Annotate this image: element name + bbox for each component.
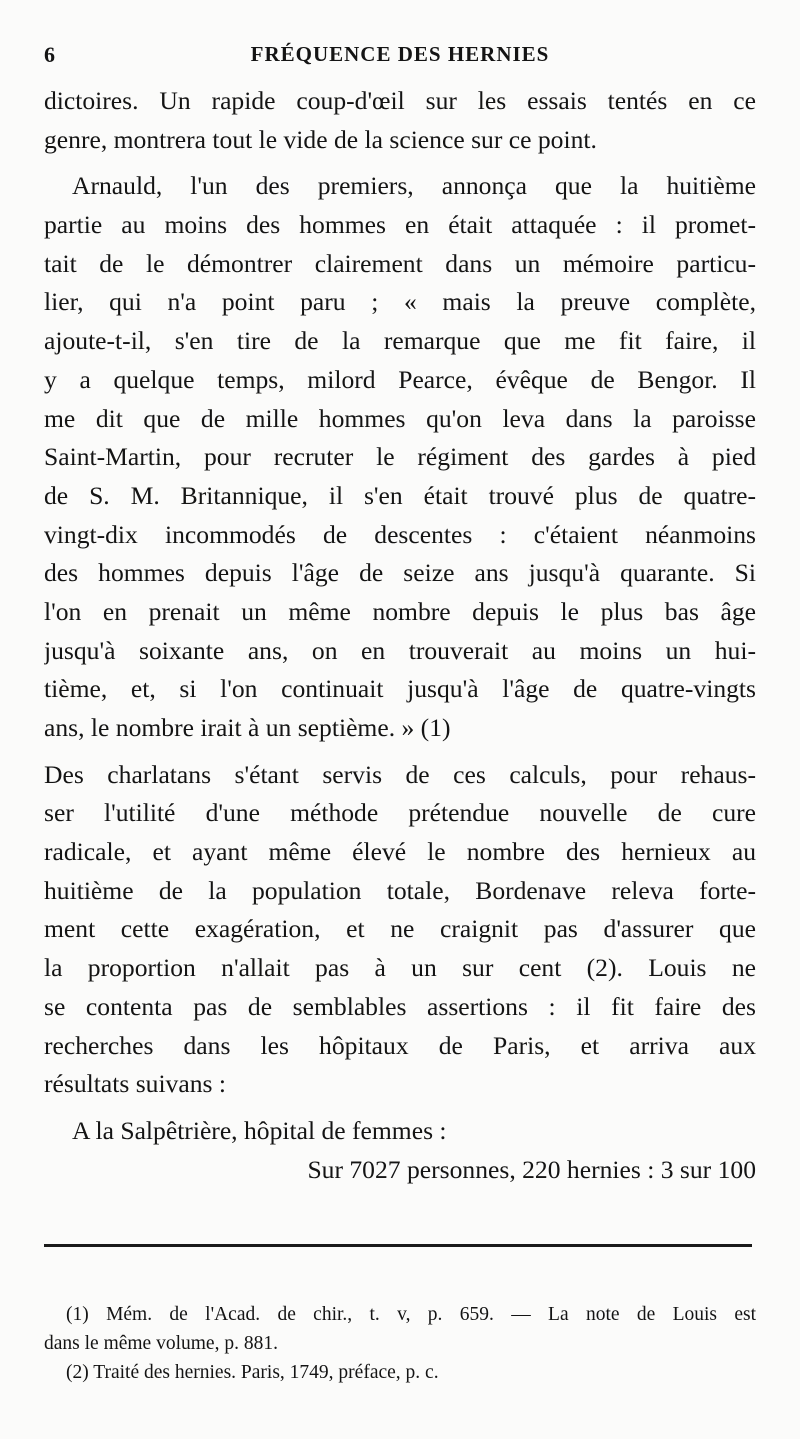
text-line: l'on en prenait un même nombre depuis le plus bas âge: [44, 596, 756, 626]
text-line: des hommes depuis l'âge de seize ans jusqu'à quarante. Si: [44, 558, 756, 588]
text-line: de S. M. Britannique, il s'en était trouvé plus de quatre-: [44, 480, 756, 510]
text-line: recherches dans les hôpitaux de Paris, et arriva aux: [44, 1030, 756, 1060]
text-line: Saint-Martin, pour recruter le régiment des gardes à pied: [44, 442, 756, 472]
text-line: huitième de la population totale, Bordenave releva forte-: [44, 875, 756, 905]
text-line: tait de le démontrer clairement dans un mémoire particu-: [44, 248, 756, 278]
text-line: tième, et, si l'on continuait jusqu'à l'âge de quatre-vingts: [44, 674, 756, 704]
text-line: résultats suivans :: [44, 1069, 226, 1099]
text-line: y a quelque temps, milord Pearce, évêque de Bengor. Il: [44, 364, 756, 394]
running-title: FRÉQUENCE DES HERNIES: [250, 42, 550, 66]
text-line: ment cette exagération, et ne craignit pas d'assurer que: [44, 914, 756, 944]
text-line: ans, le nombre irait à un septième. » (1): [44, 713, 451, 742]
text-line: vingt-dix incommodés de descentes : c'étaient néanmoins: [44, 519, 756, 549]
page-number: 6: [44, 42, 55, 67]
text-line: dictoires. Un rapide coup-d'œil sur les essais tentés en ce: [44, 86, 756, 115]
text-line: radicale, et ayant même élevé le nombre des hernieux au: [44, 837, 756, 867]
text-line: Des charlatans s'étant servis de ces calculs, pour rehaus-: [44, 759, 756, 789]
running-head: [44, 42, 756, 72]
text-line: Arnauld, l'un des premiers, annonça que la huitième: [72, 171, 756, 201]
text-line: jusqu'à soixante ans, on en trouverait au moins un hui-: [44, 635, 756, 665]
text-line: partie au moins des hommes en était attaquée : il promet-: [44, 210, 756, 240]
footnote-rule: [44, 1244, 752, 1247]
text-line: la proportion n'allait pas à un sur cent (2). Louis ne: [44, 953, 756, 983]
body-text: [44, 82, 756, 1189]
text-line: Sur 7027 personnes, 220 hernies : 3 sur 100: [307, 1154, 756, 1184]
text-line: ajoute-t-il, s'en tire de la remarque que me fit faire, il: [44, 326, 756, 356]
footnote-line: (1) Mém. de l'Acad. de chir., t. v, p. 659. — La note de Louis est: [66, 1304, 756, 1325]
text-line: genre, montrera tout le vide de la science sur ce point.: [44, 124, 597, 154]
text-line: lier, qui n'a point paru ; « mais la preuve complète,: [44, 287, 756, 317]
text-line: me dit que de mille hommes qu'on leva dans la paroisse: [44, 403, 756, 433]
footnote-line: (2) Traité des hernies. Paris, 1749, préface, p. c.: [66, 1362, 439, 1383]
text-line: A la Salpêtrière, hôpital de femmes :: [72, 1115, 447, 1145]
text-line: se contenta pas de semblables assertions : il fit faire des: [44, 991, 756, 1021]
footnotes: [44, 1300, 756, 1387]
footnote-line: dans le même volume, p. 881.: [44, 1333, 278, 1354]
text-line: ser l'utilité d'une méthode prétendue nouvelle de cure: [44, 798, 756, 828]
